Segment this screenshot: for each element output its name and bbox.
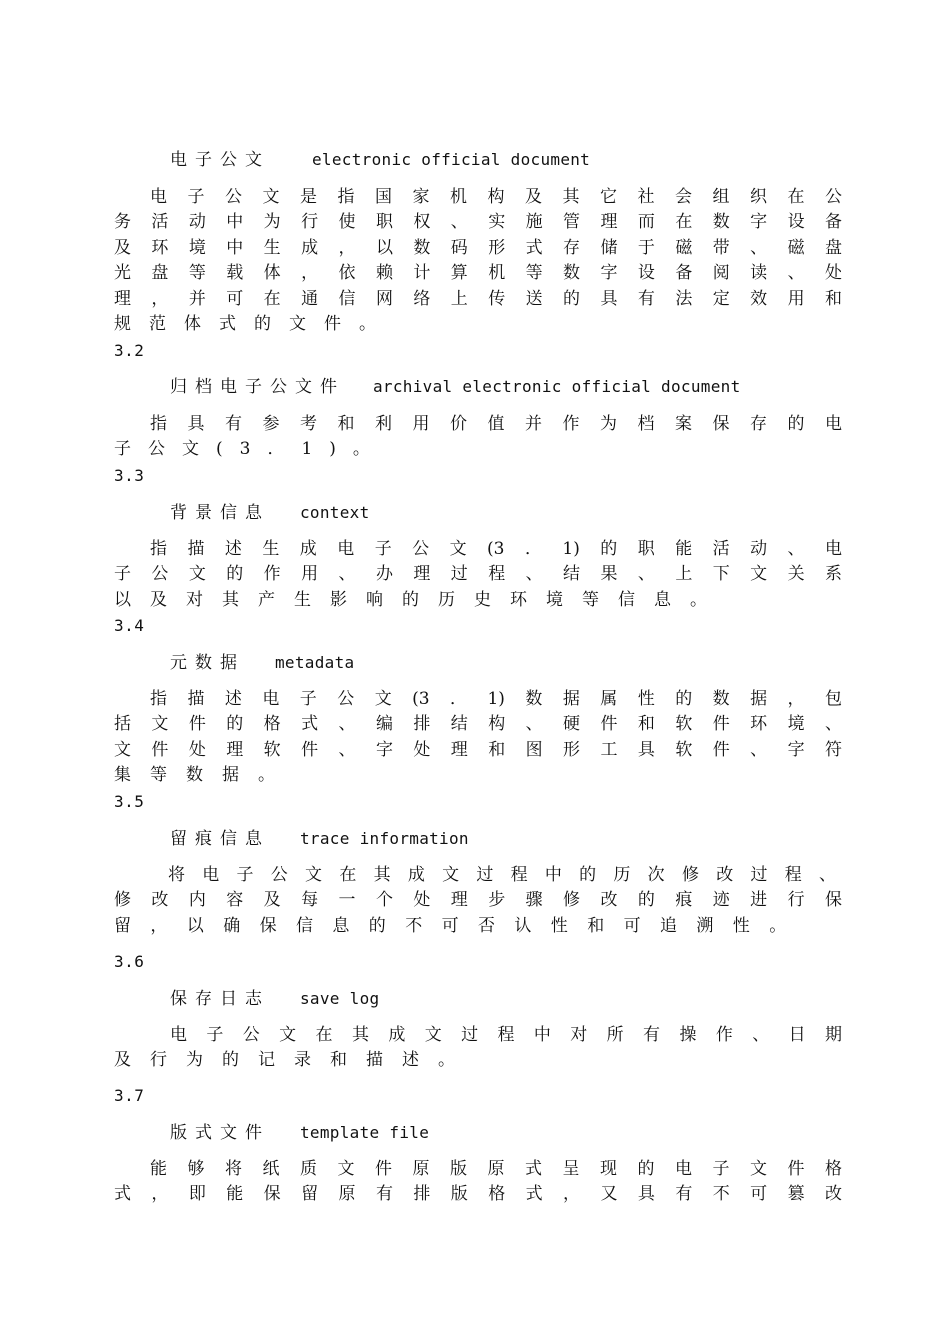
definition-line: 光盘等载体，依赖计算机等数字设备阅读、处 bbox=[114, 263, 842, 283]
definition-line: 及行为的记录和描述。 bbox=[114, 1050, 474, 1070]
term-en: electronic official document bbox=[312, 150, 591, 169]
definition-line: 指描述生成电子公文(3．1)的职能活动、电 bbox=[150, 539, 842, 559]
term-heading bbox=[170, 826, 469, 852]
term-heading bbox=[170, 986, 379, 1012]
term-number: 3.5 bbox=[114, 792, 145, 811]
term-en: archival electronic official document bbox=[373, 377, 741, 396]
definition-line: 文件处理软件、字处理和图形工具软件、字符 bbox=[114, 740, 842, 760]
term-number: 3.2 bbox=[114, 341, 145, 360]
definition-line: 电子公文在其成文过程中对所有操作、日期 bbox=[170, 1025, 842, 1045]
definition-line: 子公文(3．1)。 bbox=[114, 439, 387, 459]
definition-line: 指具有参考和利用价值并作为档案保存的电 bbox=[150, 414, 842, 434]
term-zh: 背景信息 bbox=[170, 503, 270, 523]
term-number: 3.7 bbox=[114, 1086, 145, 1105]
term-heading bbox=[170, 147, 590, 173]
definition-line: 指描述电子公文(3．1)数据属性的数据，包 bbox=[150, 689, 842, 709]
term-heading bbox=[170, 374, 741, 400]
definition-line: 子公文的作用、办理过程、结果、上下文关系 bbox=[114, 564, 842, 584]
term-en: save log bbox=[300, 989, 380, 1008]
term-zh: 留痕信息 bbox=[170, 829, 270, 849]
term-number: 3.4 bbox=[114, 616, 145, 635]
definition-line: 能够将纸质文件原版原式呈现的电子文件格 bbox=[150, 1159, 842, 1179]
term-number: 3.6 bbox=[114, 952, 145, 971]
term-zh: 归档电子公文件 bbox=[170, 377, 345, 397]
definition-line: 式，即能保留原有排版格式，又具有不可篡改 bbox=[114, 1184, 842, 1204]
term-zh: 元数据 bbox=[170, 653, 245, 673]
term-heading bbox=[170, 650, 354, 676]
definition-line: 留，以确保信息的不可否认性和可追溯性。 bbox=[114, 916, 806, 936]
term-en: context bbox=[300, 503, 370, 522]
definition-line: 务活动中为行使职权、实施管理而在数字设备 bbox=[114, 212, 842, 232]
definition-line: 括文件的格式、编排结构、硬件和软件环境、 bbox=[114, 714, 842, 734]
definition-line: 修改内容及每一个处理步骤修改的痕迹进行保 bbox=[114, 890, 842, 910]
term-en: template file bbox=[300, 1123, 430, 1142]
definition-line: 规范体式的文件。 bbox=[114, 314, 394, 334]
term-heading bbox=[170, 1120, 429, 1146]
term-en: metadata bbox=[275, 653, 355, 672]
term-en: trace information bbox=[300, 829, 469, 848]
term-zh: 保存日志 bbox=[170, 989, 270, 1009]
definition-line: 以及对其产生影响的历史环境等信息。 bbox=[114, 590, 726, 610]
term-zh: 电子公文 bbox=[170, 150, 270, 170]
term-number: 3.3 bbox=[114, 466, 145, 485]
definition-line: 及环境中生成，以数码形式存储于磁带、磁盘 bbox=[114, 238, 842, 258]
definition-line: 集等数据。 bbox=[114, 765, 294, 785]
definition-line: 将电子公文在其成文过程中的历次修改过程、 bbox=[168, 865, 836, 885]
term-heading bbox=[170, 500, 370, 526]
term-zh: 版式文件 bbox=[170, 1123, 270, 1143]
definition-line: 理，并可在通信网络上传送的具有法定效用和 bbox=[114, 289, 842, 309]
definition-line: 电子公文是指国家机构及其它社会组织在公 bbox=[150, 187, 842, 207]
